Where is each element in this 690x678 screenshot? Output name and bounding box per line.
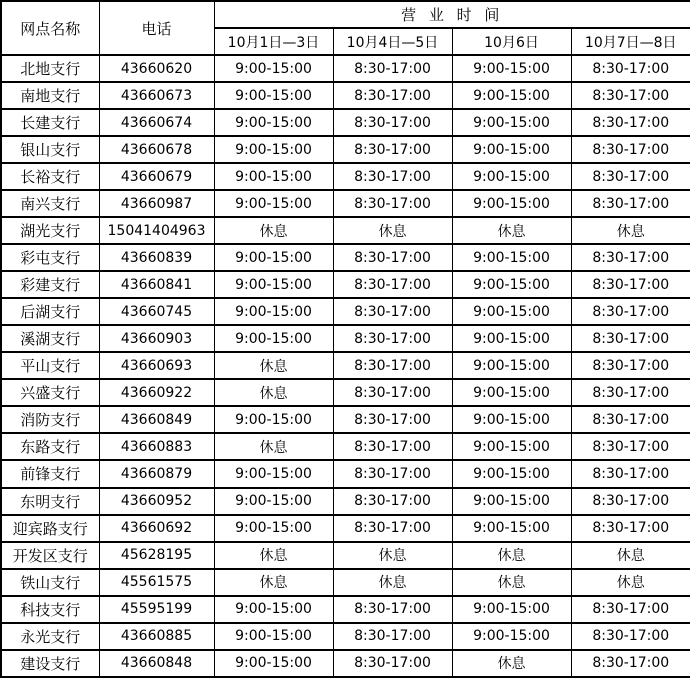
hours-cell: 休息 xyxy=(571,569,690,596)
hours-cell: 8:30-17:00 xyxy=(571,352,690,379)
table-row xyxy=(1,271,690,298)
hours-cell: 9:00-15:00 xyxy=(214,82,333,109)
branch-name-cell: 北地支行 xyxy=(1,55,99,82)
hours-cell: 8:30-17:00 xyxy=(571,460,690,487)
table-row xyxy=(1,406,690,433)
hours-cell: 8:30-17:00 xyxy=(571,406,690,433)
hours-cell: 8:30-17:00 xyxy=(333,379,452,406)
hours-cell: 8:30-17:00 xyxy=(333,298,452,325)
table-row xyxy=(1,352,690,379)
phone-cell: 43660922 xyxy=(99,379,214,406)
table-row xyxy=(1,190,690,217)
table-row xyxy=(1,569,690,596)
branch-name-cell: 彩屯支行 xyxy=(1,244,99,271)
table-row xyxy=(1,433,690,460)
hours-cell: 9:00-15:00 xyxy=(452,352,571,379)
table-header xyxy=(1,1,690,55)
branch-name-cell: 前锋支行 xyxy=(1,460,99,487)
hours-cell: 8:30-17:00 xyxy=(333,271,452,298)
hours-cell: 9:00-15:00 xyxy=(214,244,333,271)
table-row xyxy=(1,515,690,542)
phone-cell: 43660885 xyxy=(99,623,214,650)
hours-cell: 8:30-17:00 xyxy=(571,271,690,298)
hours-cell: 休息 xyxy=(571,217,690,244)
hours-cell: 9:00-15:00 xyxy=(452,433,571,460)
table-row xyxy=(1,488,690,515)
branch-name-cell: 兴盛支行 xyxy=(1,379,99,406)
hours-cell: 9:00-15:00 xyxy=(452,623,571,650)
hours-cell: 8:30-17:00 xyxy=(571,379,690,406)
hours-cell: 9:00-15:00 xyxy=(214,271,333,298)
phone-cell: 43660879 xyxy=(99,460,214,487)
col-header-date-oct4-5: 10月4日—5日 xyxy=(333,28,452,55)
hours-cell: 8:30-17:00 xyxy=(333,82,452,109)
hours-cell: 8:30-17:00 xyxy=(571,82,690,109)
branch-name-cell: 彩建支行 xyxy=(1,271,99,298)
hours-cell: 8:30-17:00 xyxy=(333,55,452,82)
phone-cell: 15041404963 xyxy=(99,217,214,244)
hours-cell: 9:00-15:00 xyxy=(214,163,333,190)
hours-cell: 9:00-15:00 xyxy=(214,298,333,325)
phone-cell: 43660674 xyxy=(99,109,214,136)
hours-cell: 9:00-15:00 xyxy=(452,596,571,623)
hours-cell: 9:00-15:00 xyxy=(452,82,571,109)
hours-cell: 8:30-17:00 xyxy=(333,515,452,542)
hours-cell: 8:30-17:00 xyxy=(333,406,452,433)
table-row xyxy=(1,379,690,406)
hours-cell: 休息 xyxy=(214,352,333,379)
hours-cell: 8:30-17:00 xyxy=(333,650,452,677)
hours-cell: 9:00-15:00 xyxy=(214,109,333,136)
col-header-date-oct6: 10月6日 xyxy=(452,28,571,55)
table-row xyxy=(1,163,690,190)
hours-cell: 9:00-15:00 xyxy=(452,325,571,352)
hours-cell: 9:00-15:00 xyxy=(452,460,571,487)
branch-name-cell: 长建支行 xyxy=(1,109,99,136)
phone-cell: 45561575 xyxy=(99,569,214,596)
hours-cell: 8:30-17:00 xyxy=(333,136,452,163)
hours-cell: 休息 xyxy=(214,433,333,460)
hours-cell: 休息 xyxy=(333,569,452,596)
branch-name-cell: 开发区支行 xyxy=(1,542,99,569)
hours-cell: 9:00-15:00 xyxy=(452,406,571,433)
phone-cell: 43660848 xyxy=(99,650,214,677)
hours-cell: 9:00-15:00 xyxy=(452,379,571,406)
col-header-phone: 电话 xyxy=(99,1,214,55)
table-row xyxy=(1,109,690,136)
hours-cell: 9:00-15:00 xyxy=(452,271,571,298)
branch-name-cell: 东路支行 xyxy=(1,433,99,460)
phone-cell: 43660693 xyxy=(99,352,214,379)
table-row xyxy=(1,55,690,82)
hours-cell: 8:30-17:00 xyxy=(333,109,452,136)
branch-name-cell: 迎宾路支行 xyxy=(1,515,99,542)
branch-name-cell: 南兴支行 xyxy=(1,190,99,217)
branch-name-cell: 湖光支行 xyxy=(1,217,99,244)
table-row xyxy=(1,82,690,109)
hours-cell: 8:30-17:00 xyxy=(333,163,452,190)
hours-cell: 8:30-17:00 xyxy=(571,298,690,325)
hours-cell: 9:00-15:00 xyxy=(214,325,333,352)
hours-cell: 9:00-15:00 xyxy=(214,190,333,217)
hours-cell: 8:30-17:00 xyxy=(333,190,452,217)
table-body xyxy=(1,55,690,677)
col-header-business-hours: 营 业 时 间 xyxy=(214,1,690,28)
header-row-top xyxy=(1,1,690,28)
phone-cell: 43660679 xyxy=(99,163,214,190)
hours-cell: 休息 xyxy=(452,569,571,596)
table-row xyxy=(1,623,690,650)
phone-cell: 43660987 xyxy=(99,190,214,217)
hours-cell: 8:30-17:00 xyxy=(571,325,690,352)
hours-cell: 休息 xyxy=(452,217,571,244)
hours-cell: 8:30-17:00 xyxy=(571,488,690,515)
hours-cell: 8:30-17:00 xyxy=(333,325,452,352)
branch-name-cell: 南地支行 xyxy=(1,82,99,109)
hours-cell: 9:00-15:00 xyxy=(452,488,571,515)
branch-name-cell: 长裕支行 xyxy=(1,163,99,190)
table-row xyxy=(1,136,690,163)
hours-cell: 8:30-17:00 xyxy=(333,244,452,271)
phone-cell: 43660620 xyxy=(99,55,214,82)
phone-cell: 43660841 xyxy=(99,271,214,298)
hours-cell: 8:30-17:00 xyxy=(571,244,690,271)
col-header-date-oct1-3: 10月1日—3日 xyxy=(214,28,333,55)
hours-cell: 9:00-15:00 xyxy=(214,136,333,163)
hours-cell: 休息 xyxy=(214,542,333,569)
hours-cell: 9:00-15:00 xyxy=(452,55,571,82)
hours-cell: 9:00-15:00 xyxy=(452,190,571,217)
hours-cell: 8:30-17:00 xyxy=(333,460,452,487)
hours-cell: 8:30-17:00 xyxy=(571,109,690,136)
hours-cell: 8:30-17:00 xyxy=(571,433,690,460)
hours-cell: 8:30-17:00 xyxy=(333,433,452,460)
hours-cell: 9:00-15:00 xyxy=(214,596,333,623)
hours-cell: 9:00-15:00 xyxy=(214,406,333,433)
hours-cell: 8:30-17:00 xyxy=(571,190,690,217)
hours-cell: 9:00-15:00 xyxy=(452,298,571,325)
hours-cell: 8:30-17:00 xyxy=(571,55,690,82)
hours-cell: 8:30-17:00 xyxy=(333,352,452,379)
hours-cell: 9:00-15:00 xyxy=(214,515,333,542)
hours-cell: 休息 xyxy=(214,217,333,244)
hours-cell: 休息 xyxy=(571,542,690,569)
hours-cell: 8:30-17:00 xyxy=(571,596,690,623)
table-row xyxy=(1,325,690,352)
table-row xyxy=(1,244,690,271)
hours-cell: 休息 xyxy=(333,217,452,244)
phone-cell: 43660883 xyxy=(99,433,214,460)
branch-name-cell: 后湖支行 xyxy=(1,298,99,325)
branch-name-cell: 溪湖支行 xyxy=(1,325,99,352)
branch-name-cell: 铁山支行 xyxy=(1,569,99,596)
table-row xyxy=(1,596,690,623)
col-header-date-oct7-8: 10月7日—8日 xyxy=(571,28,690,55)
hours-cell: 9:00-15:00 xyxy=(214,623,333,650)
table-row xyxy=(1,542,690,569)
hours-cell: 8:30-17:00 xyxy=(571,650,690,677)
hours-cell: 8:30-17:00 xyxy=(571,515,690,542)
hours-cell: 休息 xyxy=(452,542,571,569)
hours-cell: 8:30-17:00 xyxy=(571,623,690,650)
branch-name-cell: 东明支行 xyxy=(1,488,99,515)
branch-name-cell: 永光支行 xyxy=(1,623,99,650)
hours-cell: 9:00-15:00 xyxy=(452,515,571,542)
hours-cell: 休息 xyxy=(333,542,452,569)
phone-cell: 43660849 xyxy=(99,406,214,433)
hours-cell: 8:30-17:00 xyxy=(333,623,452,650)
hours-cell: 8:30-17:00 xyxy=(571,136,690,163)
hours-cell: 9:00-15:00 xyxy=(452,136,571,163)
branch-name-cell: 科技支行 xyxy=(1,596,99,623)
hours-cell: 8:30-17:00 xyxy=(571,163,690,190)
phone-cell: 43660692 xyxy=(99,515,214,542)
hours-cell: 8:30-17:00 xyxy=(333,488,452,515)
table-row xyxy=(1,217,690,244)
hours-cell: 休息 xyxy=(214,379,333,406)
hours-cell: 9:00-15:00 xyxy=(214,650,333,677)
hours-cell: 9:00-15:00 xyxy=(452,244,571,271)
branch-name-cell: 平山支行 xyxy=(1,352,99,379)
branch-name-cell: 消防支行 xyxy=(1,406,99,433)
branch-name-cell: 建设支行 xyxy=(1,650,99,677)
phone-cell: 43660673 xyxy=(99,82,214,109)
hours-cell: 9:00-15:00 xyxy=(214,55,333,82)
hours-cell: 休息 xyxy=(452,650,571,677)
hours-cell: 9:00-15:00 xyxy=(214,488,333,515)
col-header-branch-name: 网点名称 xyxy=(1,1,99,55)
phone-cell: 43660952 xyxy=(99,488,214,515)
branch-name-cell: 银山支行 xyxy=(1,136,99,163)
phone-cell: 45595199 xyxy=(99,596,214,623)
phone-cell: 43660839 xyxy=(99,244,214,271)
hours-cell: 9:00-15:00 xyxy=(452,109,571,136)
table-row xyxy=(1,650,690,677)
table-row xyxy=(1,460,690,487)
phone-cell: 45628195 xyxy=(99,542,214,569)
phone-cell: 43660678 xyxy=(99,136,214,163)
hours-cell: 休息 xyxy=(214,569,333,596)
phone-cell: 43660903 xyxy=(99,325,214,352)
phone-cell: 43660745 xyxy=(99,298,214,325)
hours-cell: 9:00-15:00 xyxy=(452,163,571,190)
hours-cell: 8:30-17:00 xyxy=(333,596,452,623)
hours-cell: 9:00-15:00 xyxy=(214,460,333,487)
table-row xyxy=(1,298,690,325)
